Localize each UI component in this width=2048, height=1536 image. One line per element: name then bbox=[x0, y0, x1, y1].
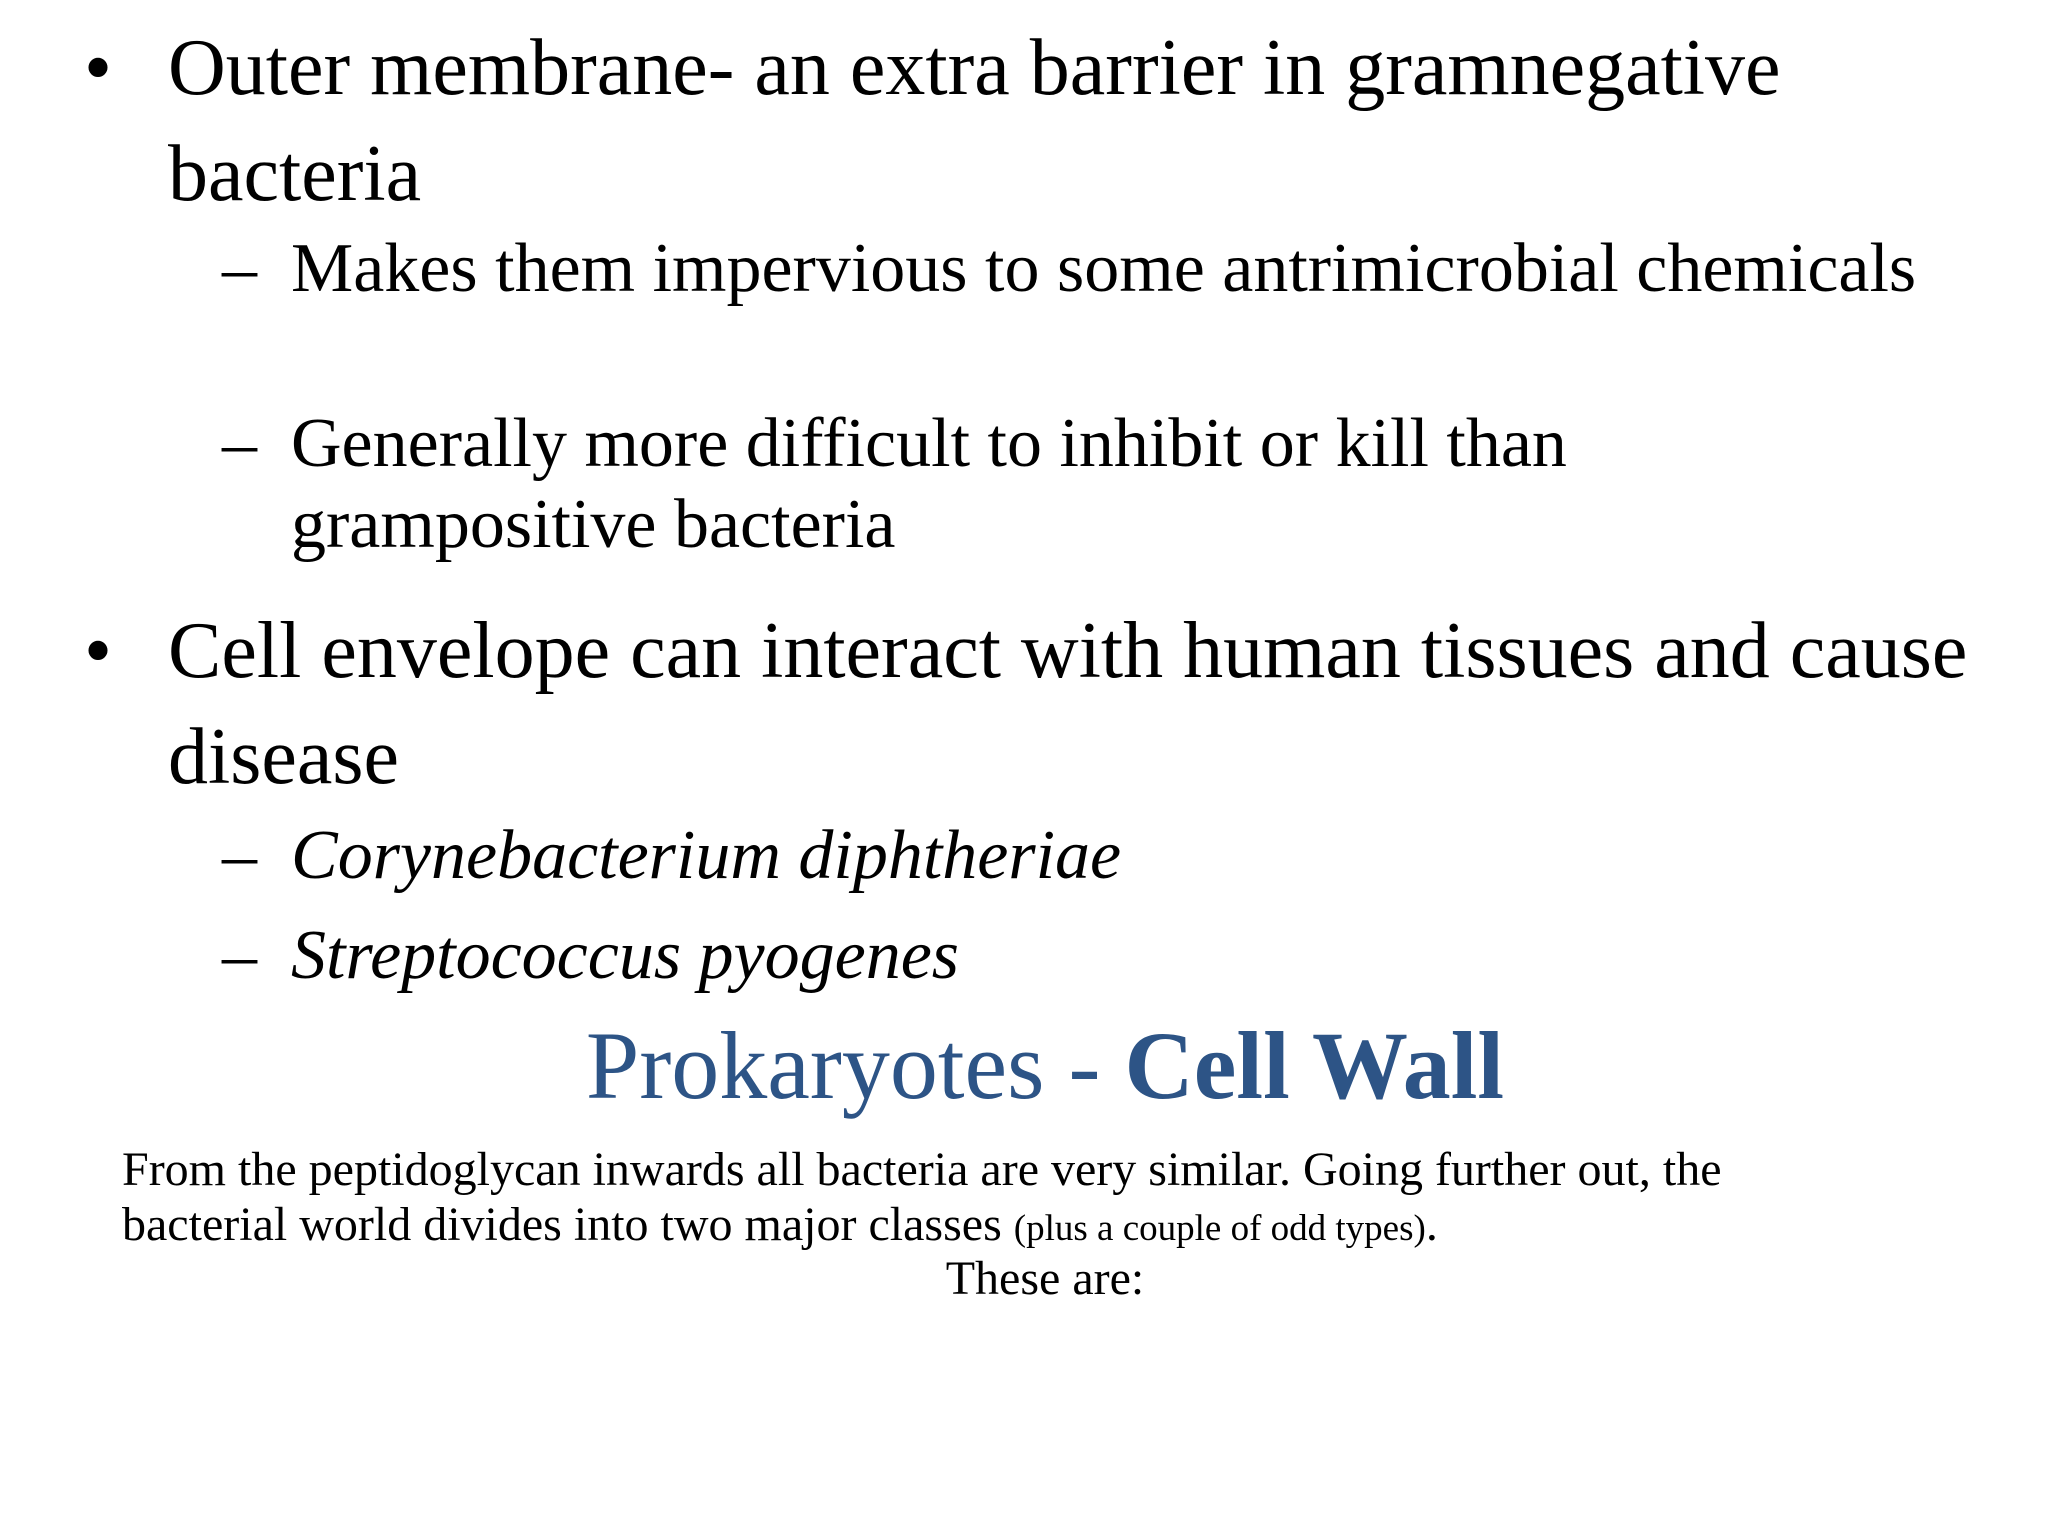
body-paragraph-line: From the peptidoglycan inwards all bacteria are very similar. Going further out, the bbox=[122, 1143, 1722, 1196]
body-paragraph-aside: (plus a couple of odd types) bbox=[1013, 1208, 1426, 1249]
slide-title-bold: Cell Wall bbox=[1124, 1012, 1505, 1119]
body-paragraph-line bbox=[122, 1197, 2002, 1256]
slide-title bbox=[0, 1008, 2048, 1124]
bullet-text: Outer membrane- an extra barrier in gramnegative bacteria bbox=[168, 24, 1781, 218]
dash-marker: – bbox=[222, 917, 257, 994]
sub-bullet-text: Streptococcus pyogenes bbox=[291, 917, 960, 994]
bullet-text: Cell envelope can interact with human tissues and cause disease bbox=[168, 607, 1968, 801]
dash-marker: – bbox=[222, 230, 257, 307]
body-paragraph-text: bacterial world divides into two major classes bbox=[122, 1198, 1014, 1251]
sub-bullet-text: Corynebacterium diphtheriae bbox=[291, 817, 1122, 894]
slide-title-regular: Prokaryotes - bbox=[585, 1012, 1125, 1119]
dash-marker: – bbox=[222, 817, 257, 894]
sub-bullet-text: Generally more difficult to inhibit or kill than grampositive bacteria bbox=[291, 405, 1567, 563]
body-paragraph-closing: These are: bbox=[945, 1252, 1145, 1305]
body-paragraph-period: . bbox=[1425, 1198, 1438, 1251]
sub-bullet-text: Makes them impervious to some antrimicrobial chemicals bbox=[291, 230, 1917, 307]
bullet-marker: • bbox=[84, 24, 113, 112]
body-paragraph bbox=[122, 1142, 2002, 1256]
bullet-marker: • bbox=[84, 607, 113, 695]
dash-marker: – bbox=[222, 405, 257, 482]
